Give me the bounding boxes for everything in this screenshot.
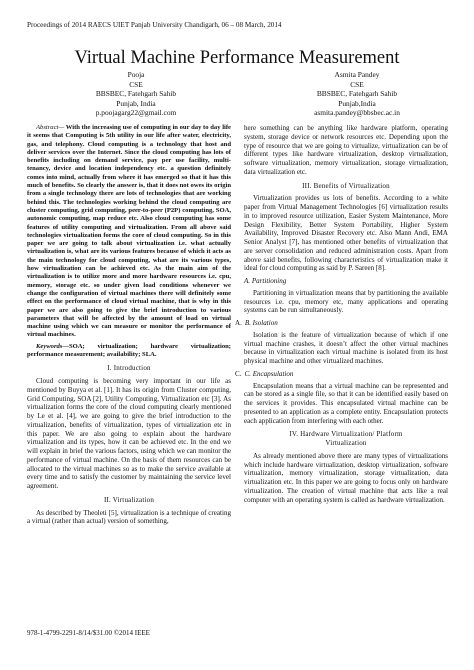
section-heading-benefits: III. Benefits of Virtualization [302,181,390,190]
subsection-marker: A. [235,319,242,327]
author-email: p.poojagarg22@gmail.com [95,108,177,118]
author-block-2 [257,70,457,118]
author-place: Punjab,India [338,98,376,108]
author-institution: BBSBEC, Fatehgarh Sahib [316,89,398,99]
right-column [235,124,448,507]
hardware-virtualization-paragraph: As already mentioned above there are many types of virtualizations which include hardware virtualization, desktop virtualization, software virtualization, memory virtualization, storage virtualization, data virtualization etc. In this paper we are going to focus only on hardware virtualization. The creation of virtual machine that acts like a real computer with an operating system is called as hardware virtualization. [244,451,448,504]
virtualization-paragraph-continued: here something can be anything like hardware platform, operating system, storage device or network resources etc. Depending upon the type of resource that we are going to virtualize, virtualization can be of different types like hardware virtualization, desktop virtualization, software virtualization, memory virtualization, storage virtualization, data virtualization etc. [244,124,448,176]
benefits-paragraph: Virtualization provides us lots of benefits. According to a white paper from Virtual Management Technologies [6] virtualization results in to improved resource utilization, Easier System Maintenance, More Design Flexibility, Better System Portability, Higher System Availability, Improved Disaster Recovery etc. Also Mann Andi, EMA Senior Analyst [7], has mentioned other benefits of virtualization that are server consolidation and reduced administration costs. Apart from above said benefits, following characteristics of virtualization make it ideal for cloud computing as said by P. Sareen [8]. [244,194,448,273]
author-institution: BBSBEC, Fatehgarh Sahib [95,89,177,99]
abstract-text: With the increasing use of computing in our day to day life it seems that Computing is 5th utility in our life after water, electricity, gas, and telephony. Cloud computing is a technology that host and deliver services over the Internet. Since the cloud computing has lots of benefits including on demand service, pay per use facility, multi- tenancy, device and location independency etc. a question definitely comes into mind, actually from where it has emerged so that it has this much of benefits. So clearly the answer is, that it does not owes its origin from a single technology there are lots of technologies that are working behind this. The technologies working behind the cloud computing are cluster computing, grid computing, peer-to-peer (P2P) computing, SOA, autonomic computing, map reduce etc. Also cloud computing has some features of utility computing and virtualization. From all above said technologies virtualization forms the core of cloud computing. So in this paper we are going to talk about virtualization i.e. what actually virtualization is, what are its various features because of which it acts as the main technology for cloud computing, what are its various types, how virtualization can be achieved etc. As the main aim of the virtualization is to utilize more and more hardware resources i.e. cpu, memory, storage etc. so under given load conditions whenever we change the configuration of virtual machines there will definitely some effect on the performance of cloud virtual machine, that is why in this paper we are also going to give the brief introduction to various parameters that will be affected by the amount of load on virtual machine using which we can measure or monitor the performance of virtual machines. [27,124,231,339]
subsection-marker: C. [235,369,242,378]
author-dept: CSE [129,79,143,89]
subsection-heading-partitioning: A. Partitioning [244,277,287,285]
author-name: Asmita Pandey [334,70,380,79]
subsection-heading-encapsulation: C. C. Encapsulation [235,369,294,378]
partitioning-paragraph: Partitioning in virtualization means that by partitioning the available resources i.e. cpu, memory etc, many applications and operating systems can be run simultaneously. [244,288,448,315]
section-heading-hardware-virtualization: IV. Hardware Virtualization/ Platform Virtualization [289,430,403,447]
keywords-text: SOA; virtualization; hardware virtualization; performance measurement; availability; SLA. [27,342,231,359]
section-heading-introduction: I. Introduction [107,364,151,373]
intro-paragraph: Cloud computing is becoming very important in our life as mentioned by Buyya et al. [1]. It has its origin from Cluster computing, Grid Computing, SOA [2], Utility Computing, Virtualization etc [3]. As virtualization forms the core of the cloud computing clearly mentioned by Le et al. [4], we are going to give the brief introduction to the virtualization, benefits of virtualization, types of virtualization etc in this paper. We are also going to explain about the hardware virtualization and its types, how it can be achieved etc. In the end we will explain in brief the various factors, using which we can monitor the performance of virtual machine. On the basis of them resources can be allocated to the virtual machines so as to make the service available at every time and to satisfy the customer by maintaining the service level agreement. [27,377,231,491]
abstract-label: Abstract— [36,124,65,131]
isolation-paragraph: Isolation is the feature of virtualization because of which if one virtual machine crashes, it doesn’t affect the other virtual machines because in virtualization each virtual machine is isolated from its host physical machine and other virtualized machines. [244,330,448,365]
left-column [27,124,231,529]
paper-title: Virtual Machine Performance Measurement [74,48,400,68]
keywords [27,343,231,360]
author-name: Pooja [127,70,145,79]
author-place: Punjab, India [116,98,156,108]
proceedings-header: Proceedings of 2014 RAECS UIET Panjab University Chandigarh, 06 – 08 March, 2014 [27,21,282,29]
section-heading-virtualization: II. Virtualization [103,495,155,504]
encapsulation-paragraph: Encapsulation means that a virtual machine can be represented and can be stored as a single file, so that it can be identified easily based on the services it provides. This encapsulated virtual machine can be presented to an application as a complete entity. Encapsulation protects each application from interfering with each other. [244,381,448,425]
author-block-1 [36,70,236,118]
author-email: asmita.pandey@bbsbec.ac.in [314,108,400,118]
keywords-label: Keywords— [36,342,69,350]
abstract [27,124,231,340]
author-dept: CSE [350,79,364,89]
subsection-heading-isolation: A. B. Isolation [235,319,278,327]
virtualization-paragraph: As described by Theoleti [5], virtualization is a technique of creating a virtual (rather than actual) version of something, [27,508,231,526]
footer-isbn: 978-1-4799-2291-8/14/$31.00 ©2014 IEEE [27,629,150,637]
